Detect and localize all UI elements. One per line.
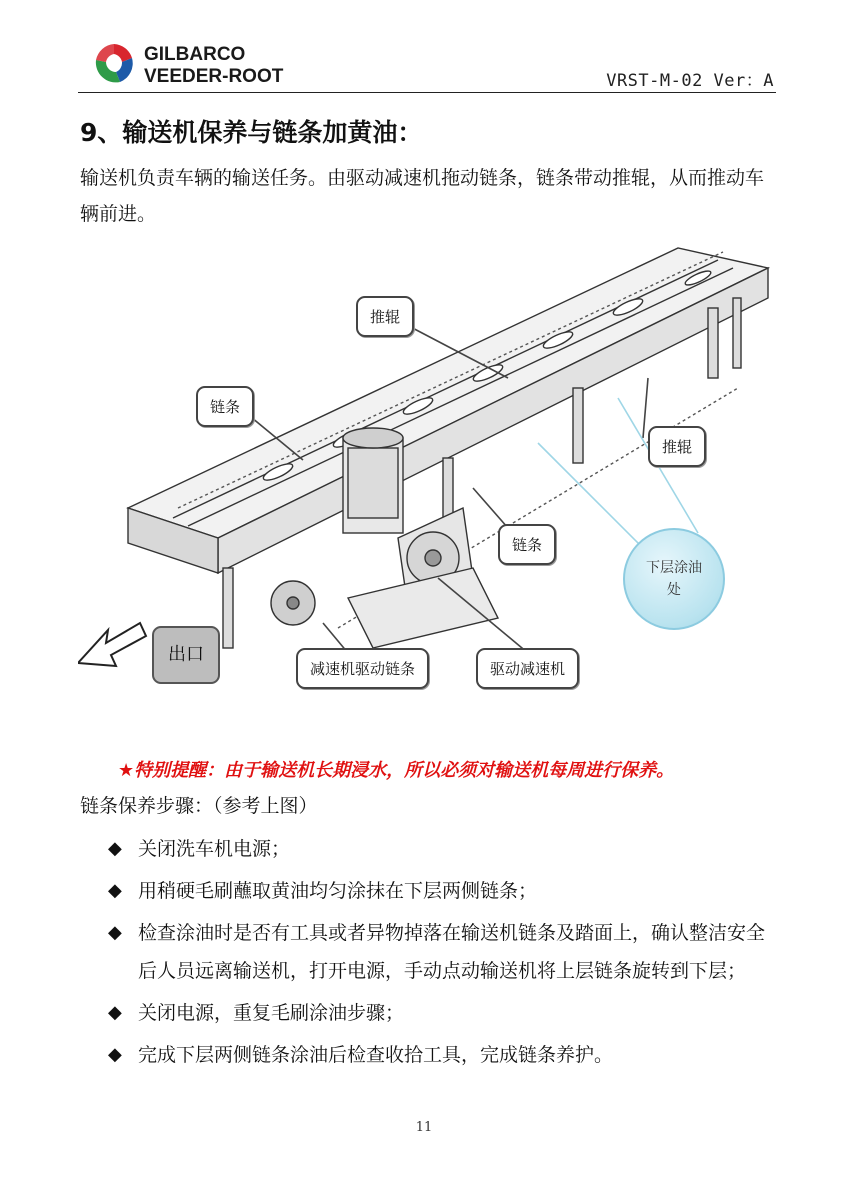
- label-reducer-chain: 减速机驱动链条: [296, 648, 429, 689]
- list-item: [108, 914, 780, 990]
- label-oil-point: 下层涂油处: [623, 528, 725, 630]
- label-chain-left: 链条: [196, 386, 254, 427]
- label-exit: 出口: [152, 626, 220, 684]
- step-text: 检查涂油时是否有工具或者异物掉落在输送机链条及踏面上，确认整洁安全后人员远离输送机，打开电源，手动点动输送机将上层链条旋转到下层；: [138, 922, 766, 982]
- step-text: 完成下层两侧链条涂油后检查收拾工具，完成链条养护。: [138, 1044, 614, 1066]
- diamond-bullet-icon: ◆: [108, 880, 122, 901]
- list-item: [108, 1036, 780, 1074]
- diamond-bullet-icon: ◆: [108, 1044, 122, 1065]
- intro-paragraph: 输送机负责车辆的输送任务。由驱动减速机拖动链条，链条带动推辊，从而推动车辆前进。: [80, 167, 765, 225]
- diamond-bullet-icon: ◆: [108, 922, 122, 943]
- exit-arrow-icon: [78, 623, 146, 666]
- diamond-bullet-icon: ◆: [108, 838, 122, 859]
- diamond-bullet-icon: ◆: [108, 1002, 122, 1023]
- company-logo: [92, 40, 292, 88]
- page-number: 11: [415, 1120, 433, 1135]
- steps-heading: 链条保养步骤：（参考上图）: [80, 795, 318, 817]
- label-push-roller-top: 推辊: [356, 296, 414, 337]
- label-chain-mid: 链条: [498, 524, 556, 565]
- label-drive-reducer: 驱动减速机: [476, 648, 579, 689]
- section-title: 9、输送机保养与链条加黄油：: [80, 118, 423, 147]
- logo-line1: GILBARCO: [144, 44, 246, 65]
- header-divider: [78, 92, 776, 93]
- list-item: [108, 994, 780, 1032]
- list-item: [108, 872, 780, 910]
- gilbarco-logo-mark: [92, 40, 292, 88]
- conveyor-diagram: [78, 238, 778, 708]
- step-text: 用稍硬毛刷蘸取黄油均匀涂抹在下层两侧链条；: [138, 880, 538, 902]
- label-push-roller-right: 推辊: [648, 426, 706, 467]
- steps-list: [108, 830, 780, 1078]
- list-item: [108, 830, 780, 868]
- special-reminder: ★特别提醒：由于输送机长期浸水，所以必须对输送机每周进行保养。: [118, 760, 675, 781]
- step-text: 关闭电源，重复毛刷涂油步骤；: [138, 1002, 405, 1024]
- logo-line2: VEEDER-ROOT: [144, 66, 284, 87]
- step-text: 关闭洗车机电源；: [138, 838, 291, 860]
- document-code: VRST-M-02 Ver：A: [606, 71, 774, 91]
